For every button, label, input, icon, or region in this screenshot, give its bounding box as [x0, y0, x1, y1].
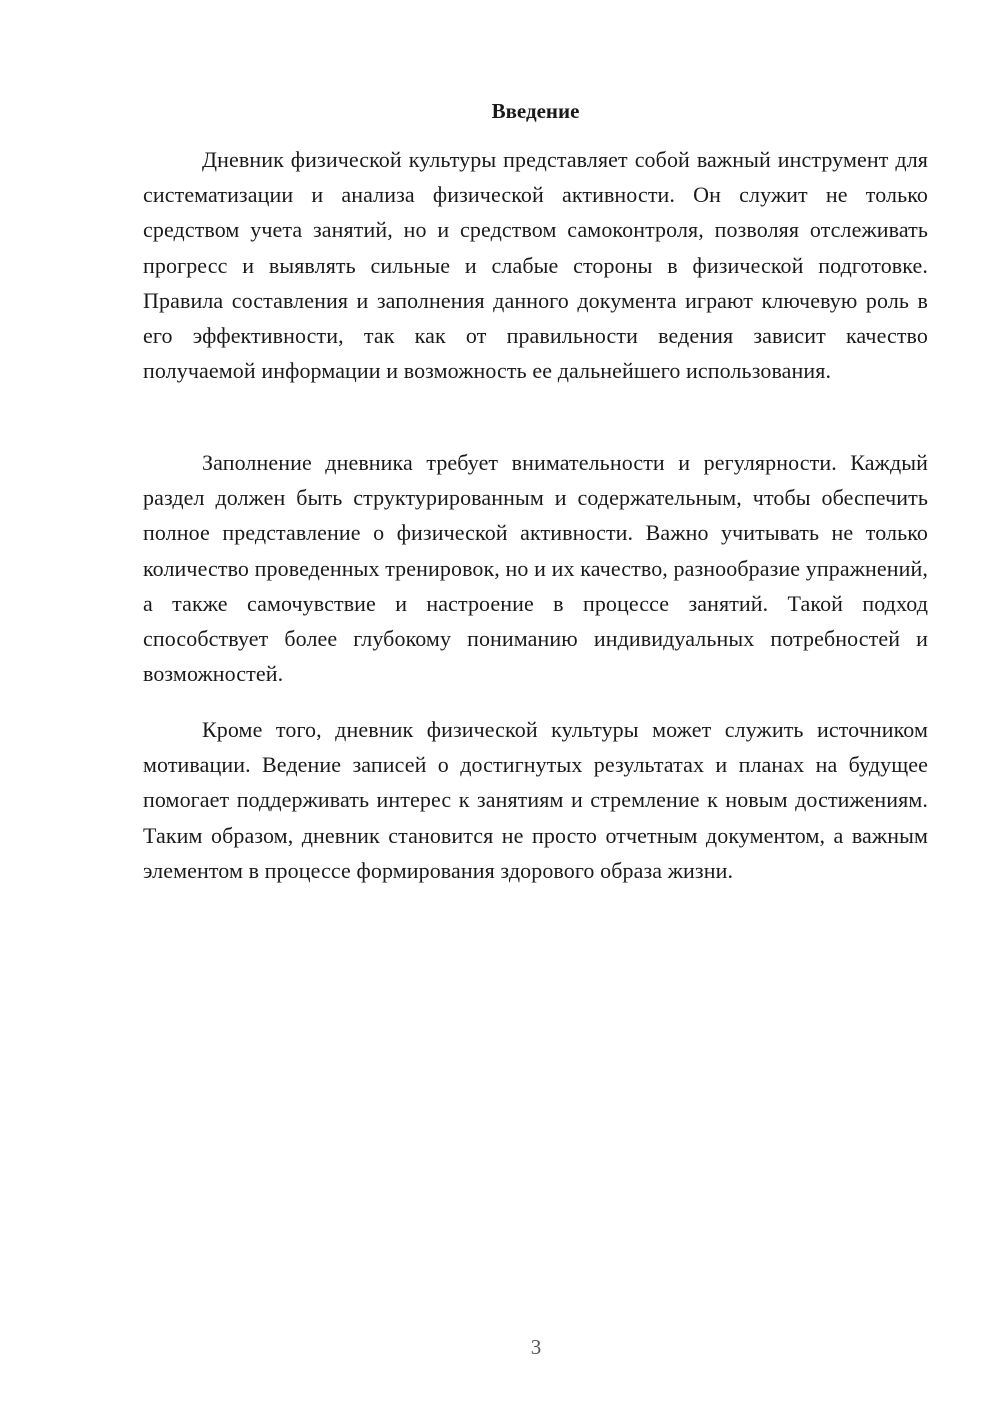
paragraph-3: Кроме того, дневник физической культуры может служить источником мотивации. Ведение записей о достигнутых результатах и планах на будущее помогает поддерживать интерес к занятиям и стремление к новым достижениям. Таким образом, дневник становится не просто отчетным документом, а важным элементом в процессе формирования здорового образа жизни.: [143, 717, 928, 883]
paragraph-2: Заполнение дневника требует внимательности и регулярности. Каждый раздел должен быть структурированным и содержательным, чтобы обеспечить полное представление о физической активности. Важно учитывать не только количество проведенных тренировок, но и их качество, разнообразие упражнений, а также самочувствие и настроение в процессе занятий. Такой подход способствует более глубокому пониманию индивидуальных потребностей и возможностей.: [143, 450, 928, 687]
section-heading: Введение: [491, 99, 580, 123]
paragraph-1: Дневник физической культуры представляет собой важный инструмент для систематизации и анализа физической активности. Он служит не только средством учета занятий, но и средством самоконтроля, позволяя отслеживать прогресс и выявлять сильные и слабые стороны в физической подготовке. Правила составления и заполнения данного документа играют ключевую роль в его эффективности, так как от правильности ведения зависит качество получаемой информации и возможность ее дальнейшего использования.: [143, 147, 928, 384]
page-number: 3: [530, 1335, 542, 1359]
